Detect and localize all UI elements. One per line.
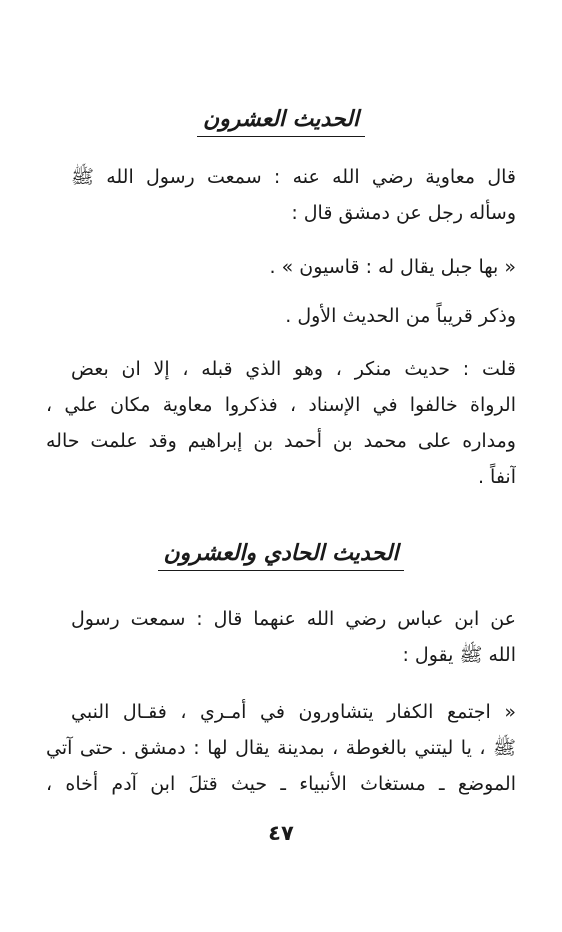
hadith-20-heading-text: الحديث العشرون [197, 104, 365, 137]
comment-line-1: قلت : حديث منكر ، وهو الذي قبله ، إلا ان بعض [71, 358, 516, 380]
hadith-20-line-2: وسأله رجل عن دمشق قال : [291, 202, 516, 224]
hadith-21-heading-text: الحديث الحادي والعشرون [158, 538, 405, 571]
hadith-20-matn: « بها جبل يقال له : قاسيون » . [269, 256, 516, 278]
hadith-21-line-1: عن ابن عباس رضي الله عنهما قال : سمعت رسول [71, 608, 516, 630]
page-number: ٤٧ [268, 821, 294, 845]
comment-line-4: آنفاً . [477, 466, 516, 488]
comment-line-2: الرواة خالفوا في الإسناد ، فذكروا معاوية مكان علي ، [46, 394, 516, 416]
hadith-21-line-3: « اجتمع الكفار يتشاورون في أمـري ، فقـال النبي [71, 701, 516, 723]
hadith-20-line-4: وذكر قريباً من الحديث الأول . [285, 305, 516, 327]
hadith-21-heading [0, 538, 562, 571]
hadith-21-line-4: ﷺ ، يا ليتني بالغوطة ، بمدينة يقال لها : دمشق . حتى آتي [46, 737, 516, 759]
comment-line-3: ومداره على محمد بن أحمد بن إبراهيم وقد علمت حاله [46, 430, 516, 452]
hadith-21-line-2: الله ﷺ يقول : [402, 644, 516, 666]
hadith-20-heading [0, 104, 562, 137]
hadith-20-line-1: قال معاوية رضي الله عنه : سمعت رسول الله ﷺ [71, 166, 516, 188]
hadith-21-line-5: الموضع ـ مستغاث الأنبياء ـ حيث قتلَ ابن آدم أخاه ، [46, 773, 516, 795]
